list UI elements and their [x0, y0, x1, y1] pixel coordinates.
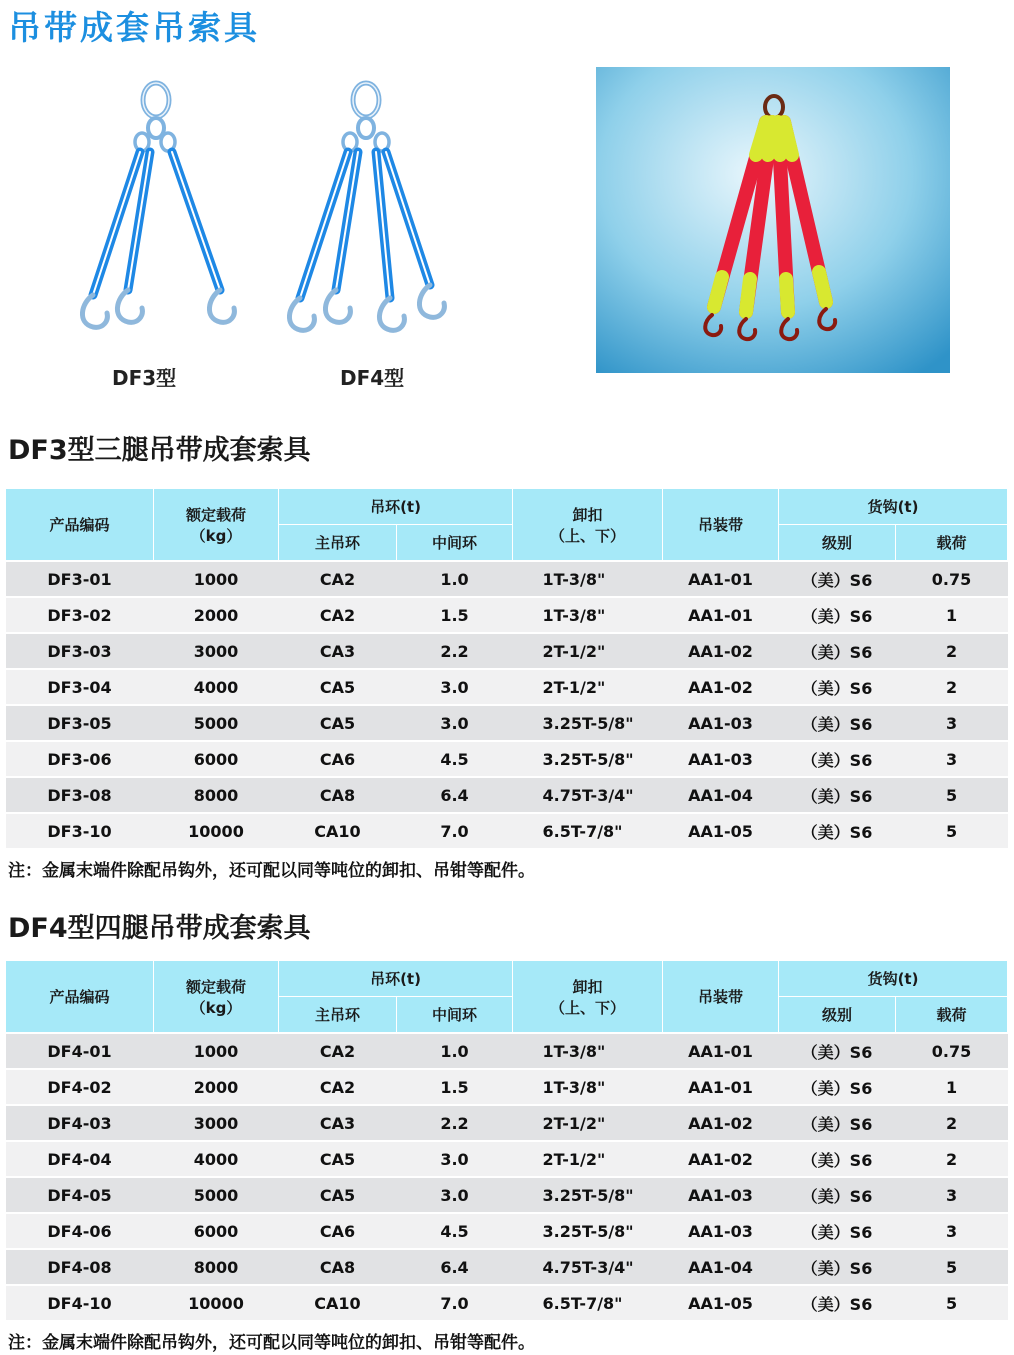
header-hook-grade: 级别 [779, 997, 896, 1034]
table-row: DF4-03 3000 CA3 2.2 2T-1/2" AA1-02 （美）S6 2 [6, 1105, 1008, 1141]
table-row: DF4-02 2000 CA2 1.5 1T-3/8" AA1-01 （美）S6 1 [6, 1069, 1008, 1105]
table-row: DF3-08 8000 CA8 6.4 4.75T-3/4" AA1-04 （美）S6 5 [6, 777, 1008, 813]
table-row: DF4-06 6000 CA6 4.5 3.25T-5/8" AA1-03 （美）S6 3 [6, 1213, 1008, 1249]
header-ring-mid: 中间环 [397, 997, 513, 1034]
header-code: 产品编码 [6, 489, 154, 562]
df3-section-title: DF3型三腿吊带成套索具 [8, 435, 311, 466]
header-belt: 吊装带 [663, 961, 779, 1034]
df3-spec-table [5, 488, 1008, 848]
table-row: DF4-05 5000 CA5 3.0 3.25T-5/8" AA1-03 （美）S6 3 [6, 1177, 1008, 1213]
table-row: DF4-04 4000 CA5 3.0 2T-1/2" AA1-02 （美）S6 2 [6, 1141, 1008, 1177]
table-row: DF3-03 3000 CA3 2.2 2T-1/2" AA1-02 （美）S6 2 [6, 633, 1008, 669]
header-ring-mid: 中间环 [397, 525, 513, 562]
header-hook-grade: 级别 [779, 525, 896, 562]
header-load: 额定载荷 （kg） [154, 489, 279, 562]
df4-section-title: DF4型四腿吊带成套索具 [8, 913, 311, 944]
header-ring-main: 主吊环 [279, 525, 397, 562]
header-shackle: 卸扣 （上、下） [513, 961, 663, 1034]
table-row: DF3-10 10000 CA10 7.0 6.5T-7/8" AA1-05 （美）S6 5 [6, 813, 1008, 848]
header-code: 产品编码 [6, 961, 154, 1034]
header-hook-load: 载荷 [896, 997, 1008, 1034]
header-shackle: 卸扣 （上、下） [513, 489, 663, 562]
table-row: DF3-02 2000 CA2 1.5 1T-3/8" AA1-01 （美）S6 1 [6, 597, 1008, 633]
header-belt: 吊装带 [663, 489, 779, 562]
header-hook: 货钩(t) [779, 961, 1008, 997]
df4-diagram-label: DF4型 [340, 366, 405, 390]
df4-spec-table [5, 960, 1008, 1320]
header-ring-main: 主吊环 [279, 997, 397, 1034]
df3-sling-diagram [60, 80, 260, 340]
table-row: DF3-01 1000 CA2 1.0 1T-3/8" AA1-01 （美）S6 0.75 [6, 561, 1008, 597]
header-hook: 货钩(t) [779, 489, 1008, 525]
table-row: DF4-01 1000 CA2 1.0 1T-3/8" AA1-01 （美）S6 0.75 [6, 1033, 1008, 1069]
df3-note: 注：金属末端件除配吊钩外，还可配以同等吨位的卸扣、吊钳等配件。 [8, 861, 535, 881]
header-ring: 吊环(t) [279, 489, 513, 525]
table-row: DF3-05 5000 CA5 3.0 3.25T-5/8" AA1-03 （美）S6 3 [6, 705, 1008, 741]
product-photo [596, 67, 950, 373]
df3-diagram-label: DF3型 [112, 366, 177, 390]
table-row: DF4-10 10000 CA10 7.0 6.5T-7/8" AA1-05 （美）S6 5 [6, 1285, 1008, 1320]
table-row: DF4-08 8000 CA8 6.4 4.75T-3/4" AA1-04 （美）S6 5 [6, 1249, 1008, 1285]
header-ring: 吊环(t) [279, 961, 513, 997]
header-hook-load: 载荷 [896, 525, 1008, 562]
table-row: DF3-06 6000 CA6 4.5 3.25T-5/8" AA1-03 （美）S6 3 [6, 741, 1008, 777]
table-row: DF3-04 4000 CA5 3.0 2T-1/2" AA1-02 （美）S6 2 [6, 669, 1008, 705]
header-load: 额定载荷 （kg） [154, 961, 279, 1034]
df4-note: 注：金属末端件除配吊钩外，还可配以同等吨位的卸扣、吊钳等配件。 [8, 1333, 535, 1353]
df4-sling-diagram [278, 80, 478, 340]
page-title: 吊带成套吊索具 [8, 8, 260, 47]
